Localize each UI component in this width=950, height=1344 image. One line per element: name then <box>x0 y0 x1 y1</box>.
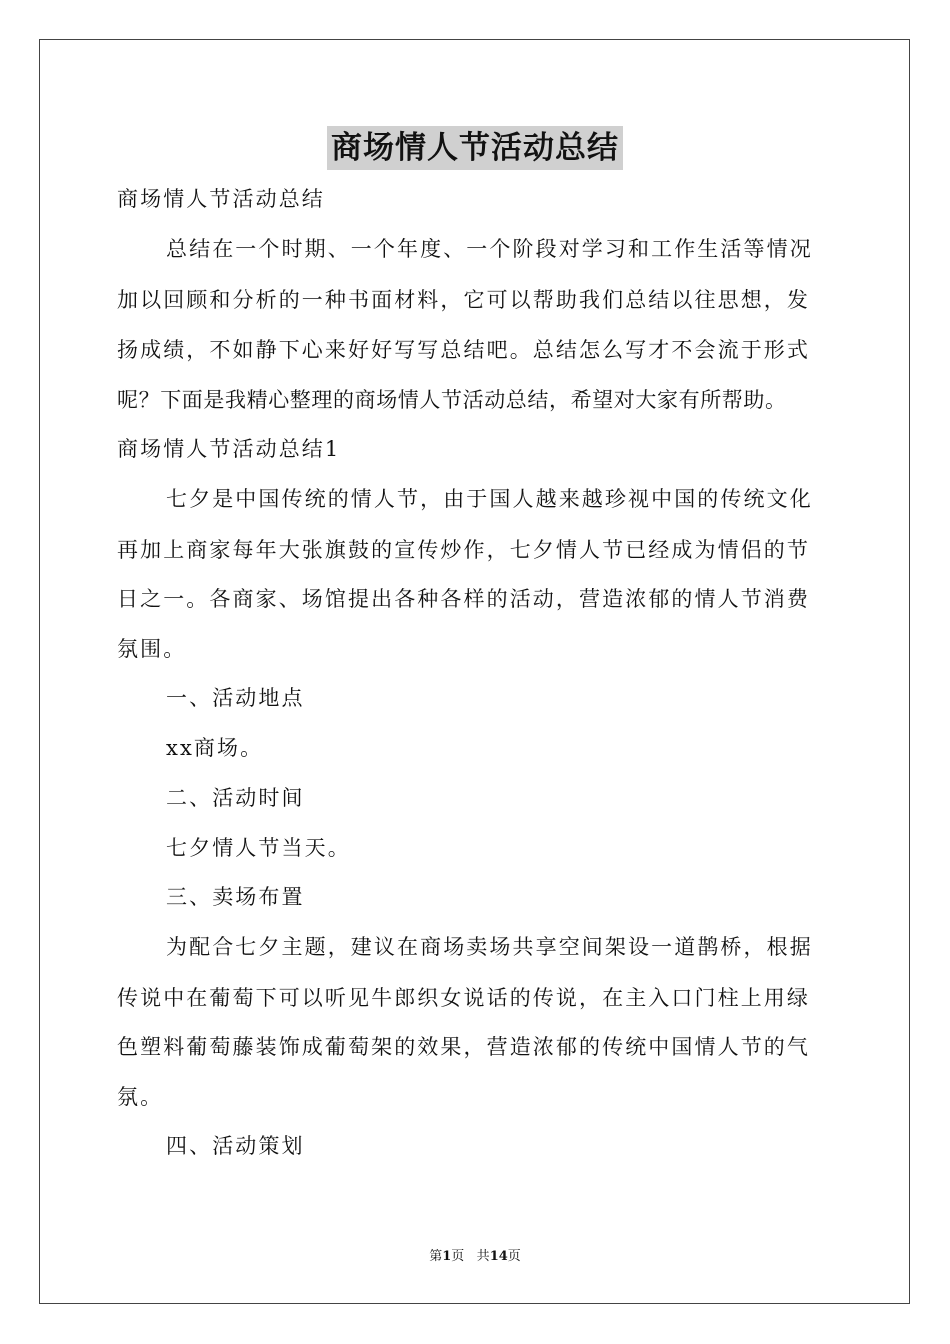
total-pages: 14 <box>489 1249 508 1264</box>
paragraph-line: xx商场。 <box>166 736 264 760</box>
section-heading: 商场情人节活动总结1 <box>117 437 341 461</box>
paragraph-line: 为配合七夕主题，建议在商场卖场共享空间架设一道鹊桥，根据 <box>166 935 813 959</box>
page-footer <box>0 1248 950 1266</box>
footer-total-prefix: 共 <box>476 1249 490 1264</box>
paragraph-line: 氛。 <box>117 1085 164 1109</box>
paragraph-line: 再加上商家每年大张旗鼓的宣传炒作，七夕情人节已经成为情侣的节 <box>117 538 810 562</box>
paragraph-line: 总结在一个时期、一个年度、一个阶段对学习和工作生活等情况 <box>166 237 813 261</box>
paragraph-line: 日之一。各商家、场馆提出各种各样的活动，营造浓郁的情人节消费 <box>117 587 810 611</box>
subtitle-line: 商场情人节活动总结 <box>117 187 325 211</box>
section-heading: 一、活动地点 <box>166 686 305 710</box>
paragraph-line: 七夕情人节当天。 <box>166 836 351 860</box>
section-heading: 二、活动时间 <box>166 786 305 810</box>
paragraph-line: 色塑料葡萄藤装饰成葡萄架的效果，营造浓郁的传统中国情人节的气 <box>117 1035 810 1059</box>
section-heading: 三、卖场布置 <box>166 885 305 909</box>
footer-page-suffix: 页 <box>451 1249 465 1264</box>
title-container <box>0 126 950 170</box>
page-border <box>39 39 910 1304</box>
page-number: 1 <box>442 1249 452 1264</box>
document-title: 商场情人节活动总结 <box>327 126 623 170</box>
paragraph-line: 加以回顾和分析的一种书面材料，它可以帮助我们总结以往思想，发 <box>117 288 810 312</box>
paragraph-line: 扬成绩，不如静下心来好好写写总结吧。总结怎么写才不会流于形式 <box>117 338 810 362</box>
footer-prefix: 第 <box>429 1249 443 1264</box>
footer-total-suffix: 页 <box>507 1249 521 1264</box>
paragraph-line: 传说中在葡萄下可以听见牛郎织女说话的传说，在主入口门柱上用绿 <box>117 986 810 1010</box>
section-heading: 四、活动策划 <box>166 1134 305 1158</box>
paragraph-line: 氛围。 <box>117 637 187 661</box>
paragraph-line: 呢？下面是我精心整理的商场情人节活动总结，希望对大家有所帮助。 <box>117 388 787 412</box>
paragraph-line: 七夕是中国传统的情人节，由于国人越来越珍视中国的传统文化 <box>166 487 813 511</box>
